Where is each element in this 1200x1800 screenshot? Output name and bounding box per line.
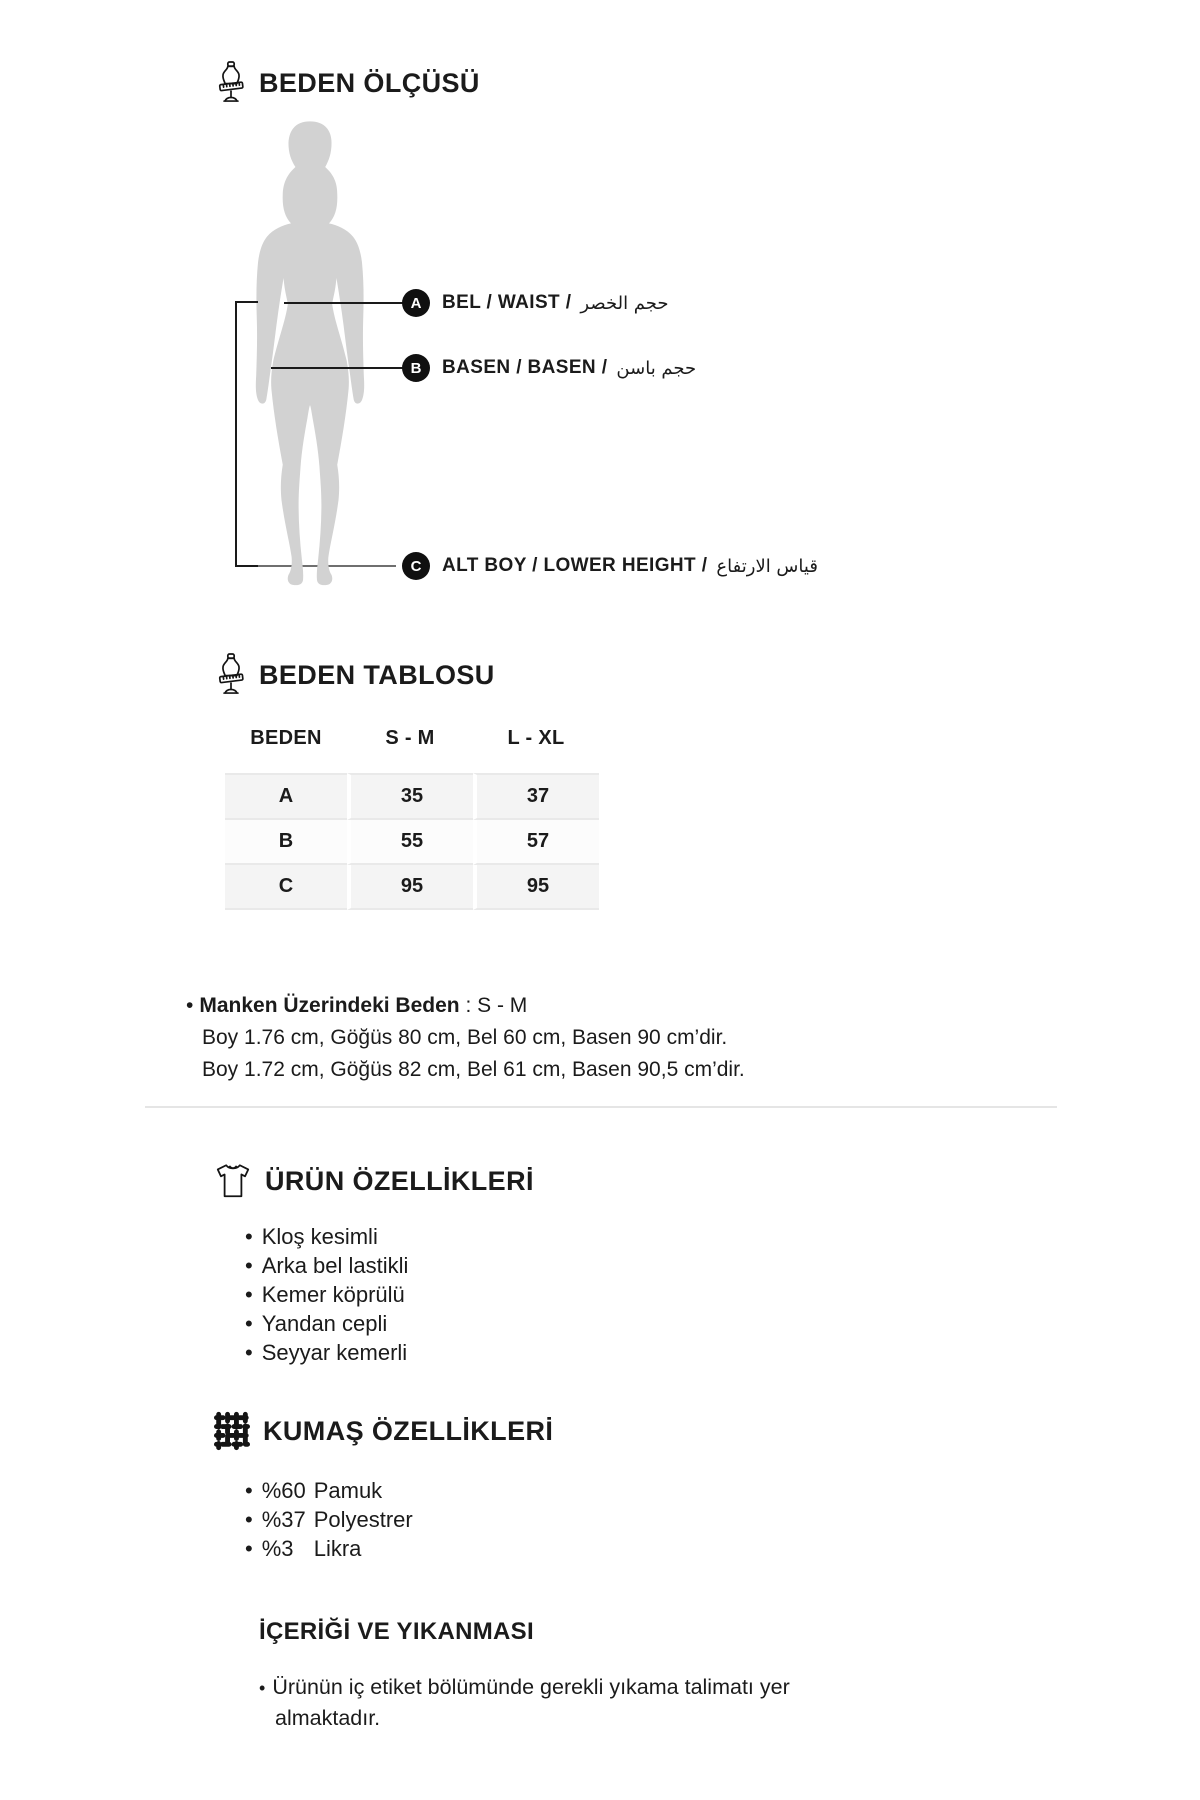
waist-label-arabic: حجم الخصر (580, 292, 669, 314)
fabric-name: Polyestrer (313, 1507, 413, 1532)
hip-label-arabic: حجم باسن (616, 357, 697, 379)
row-value: 37 (473, 773, 599, 820)
col-header-l-xl: L - XL (507, 727, 565, 749)
model-size-info (186, 990, 966, 1086)
length-label-text: ALT BOY / LOWER HEIGHT / (442, 555, 708, 576)
list-item: • Kloş kesimli (245, 1222, 408, 1251)
waist-callout-line (284, 302, 403, 304)
size-table-header-row (225, 718, 599, 758)
model-measurements-line-1: Boy 1.76 cm, Göğüs 80 cm, Bel 60 cm, Basen 90 cm’dir. (202, 1026, 728, 1049)
waist-label (442, 289, 669, 317)
bullet: • (186, 994, 194, 1017)
list-item: • Seyyar kemerli (245, 1338, 408, 1367)
fabric-percent: • %60 (261, 1478, 306, 1503)
female-body-silhouette (234, 120, 386, 589)
bracket-bottom-tick (235, 565, 258, 567)
fabric-name: Likra (313, 1536, 362, 1561)
col-header-beden: BEDEN (250, 727, 322, 749)
waist-label-text: BEL / WAIST / (442, 292, 572, 313)
mannequin-measure-tape-icon (214, 60, 248, 106)
list-item (245, 1534, 413, 1563)
fabric-percent: • %3 (261, 1536, 294, 1561)
fabric-features-list (245, 1476, 413, 1563)
size-guide-title: BEDEN ÖLÇÜSÜ (259, 67, 480, 98)
product-features-header (212, 1160, 534, 1202)
bracket-top-tick (235, 301, 258, 303)
row-key: A (225, 773, 347, 820)
size-table-header (214, 652, 495, 698)
marker-a: A (402, 289, 430, 317)
fabric-percent: • %37 (261, 1507, 306, 1532)
row-value: 95 (347, 865, 473, 910)
hip-callout-line (271, 367, 403, 369)
size-table (225, 718, 599, 910)
list-item (245, 1476, 413, 1505)
fabric-weave-icon (212, 1411, 252, 1451)
model-size-line (186, 990, 966, 1022)
bracket-vertical-line (235, 301, 237, 567)
fabric-features-header (212, 1411, 553, 1451)
product-features-title: ÜRÜN ÖZELLİKLERİ (265, 1165, 534, 1196)
table-row (225, 865, 599, 910)
length-label (442, 552, 818, 580)
list-item (245, 1505, 413, 1534)
row-key: C (225, 865, 347, 910)
section-divider (145, 1106, 1057, 1108)
row-value: 95 (473, 865, 599, 910)
row-value: 57 (473, 820, 599, 865)
mannequin-measure-tape-icon (214, 652, 248, 698)
model-size-value: S - M (477, 994, 528, 1017)
care-instruction: • Ürünün iç etiket bölümünde gerekli yıkama talimatı yer almaktadır. (259, 1672, 841, 1733)
care-title: İÇERİĞİ VE YIKANMASI (259, 1618, 534, 1645)
row-value: 55 (347, 820, 473, 865)
col-header-s-m: S - M (385, 727, 435, 749)
list-item: • Kemer köprülü (245, 1280, 408, 1309)
list-item: • Yandan cepli (245, 1309, 408, 1338)
list-item: • Arka bel lastikli (245, 1251, 408, 1280)
hip-label-text: BASEN / BASEN / (442, 357, 608, 378)
marker-c: C (402, 552, 430, 580)
fabric-name: Pamuk (313, 1478, 383, 1503)
model-measurements-line-2: Boy 1.72 cm, Göğüs 82 cm, Bel 61 cm, Basen 90,5 cm’dir. (202, 1058, 745, 1081)
length-label-arabic: قياس الارتفاع (716, 555, 818, 577)
hip-label (442, 354, 696, 382)
size-guide-header (214, 60, 480, 106)
size-table-title: BEDEN TABLOSU (259, 659, 495, 690)
marker-b: B (402, 354, 430, 382)
tshirt-icon (212, 1160, 254, 1202)
table-row (225, 820, 599, 865)
row-key: B (225, 820, 347, 865)
product-features-list (245, 1222, 408, 1367)
model-size-separator: : (465, 994, 472, 1017)
fabric-features-title: KUMAŞ ÖZELLİKLERİ (263, 1415, 554, 1446)
table-row (225, 773, 599, 820)
row-value: 35 (347, 773, 473, 820)
model-size-label: Manken Üzerindeki Beden (199, 994, 460, 1017)
